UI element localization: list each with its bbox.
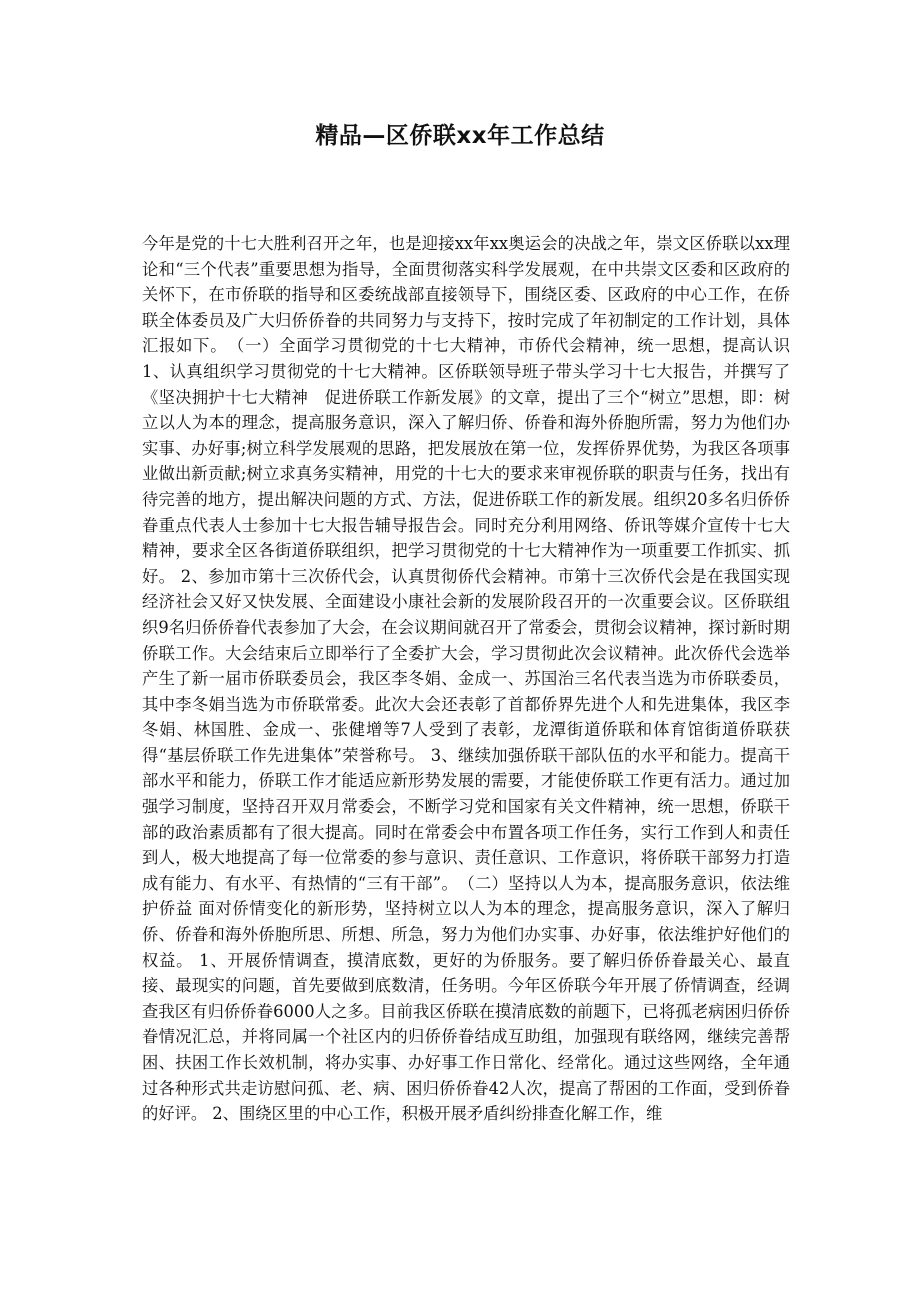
document-body: 今年是党的十七大胜利召开之年，也是迎接xx年xx奥运会的决战之年，崇文区侨联以xx理论和“三个代表”重要思想为指导，全面贯彻落实科学发展观，在中共崇文区委和区政府的关怀下，在市侨联的指导和区委统战部直接领导下，围绕区委、区政府的中心工作，在侨联全体委员及广大归侨侨眷的共同努力与支持下，按时完成了年初制定的工作计划，具体汇报如下。 （一）全面学习贯彻党的十七大精神，市侨代会精神，统一思想，提高认识 1、认真组织学习贯彻党的十七大精神。区侨联领导班子带头学习十七大报告，并撰写了《坚决拥护十七大精神 促进侨联工作新发展》的文章，提出了三个“树立”思想，即：树立以人为本的理念，提高服务意识，深入了解归侨、侨眷和海外侨胞所需，努力为他们办实事、办好事;树立科学发展观的思路，把发展放在第一位，发挥侨界优势，为我区各项事业做出新贡献;树立求真务实精神，用党的十七大的要求来审视侨联的职责与任务，找出有待完善的地方，提出解决问题的方式、方法，促进侨联工作的新发展。组织20多名归侨侨眷重点代表人士参加十七大报告辅导报告会。同时充分利用网络、侨讯等媒介宣传十七大精神，要求全区各街道侨联组织，把学习贯彻党的十七大精神作为一项重要工作抓实、抓好。 2、参加市第十三次侨代会，认真贯彻侨代会精神。市第十三次侨代会是在我国实现经济社会又好又快发展、全面建设小康社会新的发展阶段召开的一次重要会议。区侨联组织9名归侨侨眷代表参加了大会，在会议期间就召开了常委会，贯彻会议精神，探讨新时期侨联工作。大会结束后立即举行了全委扩大会，学习贯彻此次会议精神。此次侨代会选举产生了新一届市侨联委员会，我区李冬娟、金成一、苏国治三名代表当选为市侨联委员，其中李冬娟当选为市侨联常委。此次大会还表彰了首都侨界先进个人和先进集体，我区李冬娟、林国胜、金成一、张健增等7人受到了表彰，龙潭街道侨联和体育馆街道侨联获得“基层侨联工作先进集体”荣誉称号。 3、继续加强侨联干部队伍的水平和能力。提高干部水平和能力，侨联工作才能适应新形势发展的需要，才能使侨联工作更有活力。通过加强学习制度，坚持召开双月常委会，不断学习党和国家有关文件精神，统一思想，侨联干部的政治素质都有了很大提高。同时在常委会中布置各项工作任务，实行工作到人和责任到人，极大地提高了每一位常委的参与意识、责任意识、工作意识，将侨联干部努力打造成有能力、有水平、有热情的“三有干部”。 （二）坚持以人为本，提高服务意识，依法维护侨益 面对侨情变化的新形势，坚持树立以人为本的理念，提高服务意识，深入了解归侨、侨眷和海外侨胞所思、所想、所急，努力为他们办实事、办好事，依法维护好他们的权益。 1、开展侨情调查，摸清底数，更好的为侨服务。要了解归侨侨眷最关心、最直接、最现实的问题，首先要做到底数清，任务明。今年区侨联今年开展了侨情调查，经调查我区有归侨侨眷6000人之多。目前我区侨联在摸清底数的前题下，已将孤老病困归侨侨眷情况汇总，并将同属一个社区内的归侨侨眷结成互助组，加强现有联络网，继续完善帮困、扶困工作长效机制，将办实事、办好事工作日常化、经常化。通过这些网络，全年通过各种形式共走访慰问孤、老、病、困归侨侨眷42人次，提高了帮困的工作面，受到侨眷的好评。 2、围绕区里的中心工作，积极开展矛盾纠纷排查化解工作，维 (142, 234, 790, 1124)
document-title: 精品—区侨联xx年工作总结 (315, 123, 605, 149)
